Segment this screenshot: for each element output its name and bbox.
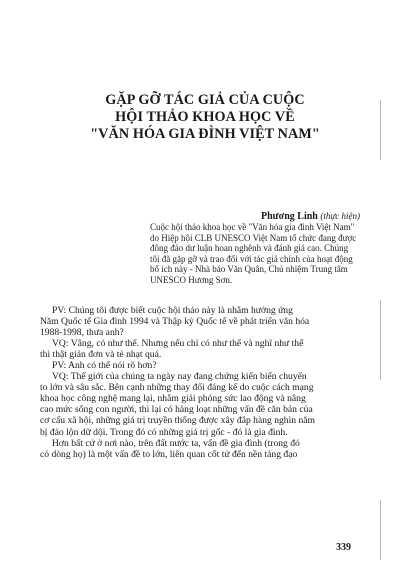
scan-mark: [380, 500, 381, 560]
intro-line: Cuộc hội thảo khoa học về "Văn hóa gia đình Việt Nam": [150, 222, 355, 232]
body-line: có dòng họ) là một vấn đề to lớn, liên quan cốt tử đến nền tảng đạo: [40, 448, 298, 460]
intro-paragraph: [150, 222, 375, 286]
interview-body: [40, 305, 370, 460]
author-name: Phương Linh: [261, 211, 318, 222]
intro-line: bổ ích này - Nhà báo Văn Quân, Chủ nhiệm Trung tâm: [150, 264, 348, 275]
body-line: thì thật giản đơn và tẻ nhạt quá.: [40, 349, 162, 361]
body-line: to lớn và sâu sắc. Bên cạnh những thay đổi đáng kể do cuộc cách mạng: [40, 382, 314, 394]
author-role: (thực hiện): [320, 211, 360, 221]
body-line: cơ cấu xã hội, những giá trị truyền thống được xây đắp hàng nghìn năm: [40, 415, 315, 427]
body-line: cao mức sống con người, thì lại có hàng loạt những vấn đề căn bản của: [40, 404, 313, 416]
title-line-3: "VĂN HÓA GIA ĐÌNH VIỆT NAM": [90, 126, 320, 142]
title-line-1: GẶP GỠ TÁC GIẢ CỦA CUỘC: [105, 92, 305, 108]
title-line-2: HỘI THẢO KHOA HỌC VỀ: [115, 109, 295, 125]
byline: [150, 211, 360, 222]
intro-line: UNESCO Hương Sơn.: [150, 274, 233, 285]
body-line: 1988-1998, thưa anh?: [40, 327, 124, 339]
body-line: VQ: Vâng, có như thế. Nhưng nếu chỉ có như thế và nghĩ như thế: [52, 338, 304, 350]
body-line: PV: Anh có thể nói rõ hơn?: [52, 360, 157, 372]
body-line: VQ: Thế giới của chúng ta ngày nay đang chứng kiến biến chuyển: [52, 371, 307, 383]
intro-line: tôi đã gặp gỡ và trao đổi với tác giả chính của hoạt động: [150, 253, 353, 264]
intro-line: do Hiệp hội CLB UNESCO Việt Nam tổ chức đang được: [150, 232, 357, 243]
scan-mark: [380, 300, 381, 380]
body-line: bị đảo lộn dữ dội. Trong đó có những giá trị gốc - đó là gia đình.: [40, 426, 288, 438]
intro-line: đông đảo dư luận hoan nghênh và đánh giá cao. Chúng: [150, 243, 349, 254]
body-line: Hơn bất cứ ở nơi nào, trên đất nước ta, vấn đề gia đình (trong đó: [52, 437, 300, 449]
body-line: PV: Chúng tôi được biết cuộc hội thảo này là nhằm hưởng ứng: [52, 305, 293, 316]
article-title: [60, 92, 350, 143]
body-line: Năm Quốc tế Gia đình 1994 và Thập kỷ Quốc tế về phát triển văn hóa: [40, 316, 310, 328]
page-number: 339: [336, 542, 351, 553]
body-line: khoa học công nghệ mang lại, nhằm giải phóng sức lao động và nâng: [40, 393, 306, 405]
scan-edge-marks: [380, 100, 381, 560]
scan-mark: [380, 100, 381, 160]
